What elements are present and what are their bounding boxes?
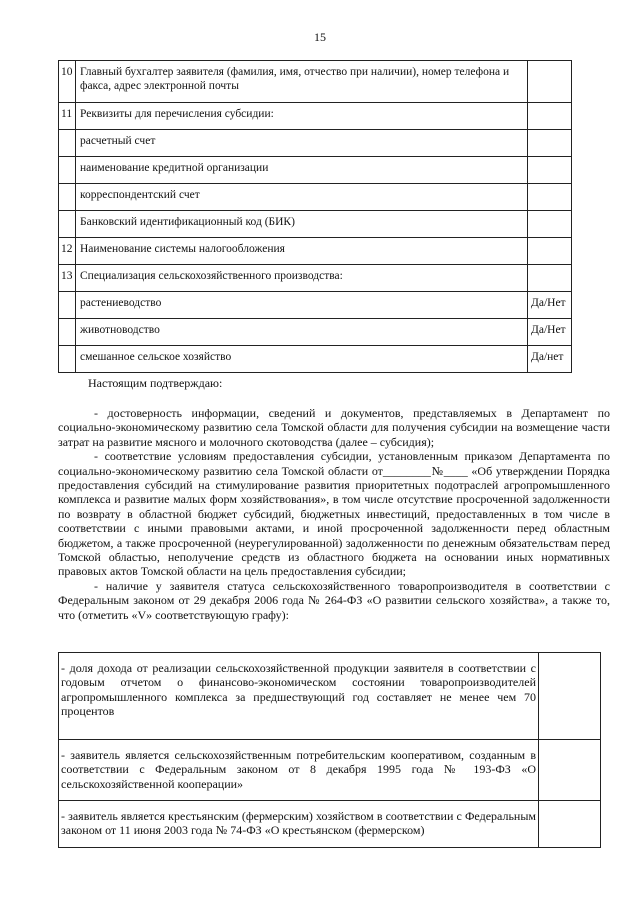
- answer-cell[interactable]: [528, 157, 572, 184]
- answer-cell[interactable]: [528, 130, 572, 157]
- row-label: Наименование системы налогообложения: [76, 238, 528, 265]
- row-number: 11: [59, 103, 76, 130]
- checkmark-box[interactable]: [539, 801, 601, 848]
- confirmation-paragraph: - достоверность информации, сведений и документов, представляемых в Департамент по социально-экономическому развитию села Томской области для получения субсидии на возмещение части затрат на развитие мясного и молочного скотоводства (далее – субсидия);: [58, 406, 610, 449]
- row-number: [59, 157, 76, 184]
- row-label: расчетный счет: [76, 130, 528, 157]
- checklist-row: [59, 653, 601, 740]
- row-number: [59, 211, 76, 238]
- row-number: [59, 319, 76, 346]
- answer-cell[interactable]: [528, 103, 572, 130]
- row-number: 12: [59, 238, 76, 265]
- checklist-row: [59, 740, 601, 801]
- table-row: [59, 211, 572, 238]
- answer-cell[interactable]: Да/Нет: [528, 319, 572, 346]
- table-row: [59, 292, 572, 319]
- row-number: 10: [59, 61, 76, 103]
- answer-cell[interactable]: [528, 61, 572, 103]
- checklist-text: - заявитель является крестьянским (фермерским) хозяйством в соответствии с Федеральным законом от 11 июня 2003 года № 74-ФЗ «О крестьянском (фермерском): [59, 801, 539, 848]
- checklist-row: [59, 801, 601, 848]
- confirmation-text: [58, 406, 610, 622]
- table-row: [59, 157, 572, 184]
- table-row: [59, 103, 572, 130]
- applicant-details-table: [58, 60, 572, 373]
- row-number: [59, 292, 76, 319]
- answer-cell[interactable]: [528, 238, 572, 265]
- answer-cell[interactable]: [528, 184, 572, 211]
- checklist-text: - доля дохода от реализации сельскохозяйственной продукции заявителя в соответствии с годовым отчетом о финансово-экономическом состоянии товаропроизводителей агропромышленного комплекса за предшествующий год составляет не менее чем 70 процентов: [59, 653, 539, 740]
- row-number: [59, 346, 76, 373]
- answer-cell[interactable]: Да/Нет: [528, 292, 572, 319]
- row-number: [59, 184, 76, 211]
- table-row: [59, 319, 572, 346]
- table-row: [59, 265, 572, 292]
- table-row: [59, 346, 572, 373]
- row-number: [59, 130, 76, 157]
- table-row: [59, 238, 572, 265]
- row-label: Банковский идентификационный код (БИК): [76, 211, 528, 238]
- row-label: растениеводство: [76, 292, 528, 319]
- confirmation-intro: Настоящим подтверждаю:: [88, 376, 223, 390]
- answer-cell[interactable]: Да/нет: [528, 346, 572, 373]
- table-row: [59, 130, 572, 157]
- table-row: [59, 61, 572, 103]
- row-label: наименование кредитной организации: [76, 157, 528, 184]
- row-label: Реквизиты для перечисления субсидии:: [76, 103, 528, 130]
- row-label: корреспондентский счет: [76, 184, 528, 211]
- checkmark-box[interactable]: [539, 740, 601, 801]
- row-label: смешанное сельское хозяйство: [76, 346, 528, 373]
- checkmark-box[interactable]: [539, 653, 601, 740]
- status-checklist-table: [58, 652, 601, 848]
- answer-cell[interactable]: [528, 265, 572, 292]
- row-label: Специализация сельскохозяйственного производства:: [76, 265, 528, 292]
- page-number: 15: [314, 30, 326, 44]
- checklist-text: - заявитель является сельскохозяйственным потребительским кооперативом, созданным в соответствии с Федеральным законом от 8 декабря 1995 года № 193-ФЗ «О сельскохозяйственной кооперации»: [59, 740, 539, 801]
- row-label: животноводство: [76, 319, 528, 346]
- table-row: [59, 184, 572, 211]
- row-number: 13: [59, 265, 76, 292]
- confirmation-paragraph: - соответствие условиям предоставления субсидии, установленным приказом Департамента по социально-экономическому развитию села Томской области от________№____ «Об утверждении Порядка предоставления субсидий на стимулирование развития приоритетных подотраслей агропромышленного комплекса и развитие малых форм хозяйствования», в том числе отсутствие просроченной задолженности по возврату в областной бюджет субсидий, бюджетных инвестиций, предоставленных в том числе в соответствии с иными правовыми актами, и иной просроченной задолженности перед областным бюджетом, а также просроченной (неурегулированной) задолженности по денежным обязательствам перед Томской областью, неполучение средств из областного бюджета на основании иных нормативных правовых актов Томской области на цель предоставления субсидии;: [58, 449, 610, 579]
- answer-cell[interactable]: [528, 211, 572, 238]
- confirmation-paragraph: - наличие у заявителя статуса сельскохозяйственного товаропроизводителя в соответствии с Федеральным законом от 29 декабря 2006 года № 264-ФЗ «О развитии сельского хозяйства», а также то, что (отметить «V» соответствующую графу):: [58, 578, 610, 622]
- row-label: Главный бухгалтер заявителя (фамилия, имя, отчество при наличии), номер телефона и факса, адрес электронной почты: [76, 61, 528, 103]
